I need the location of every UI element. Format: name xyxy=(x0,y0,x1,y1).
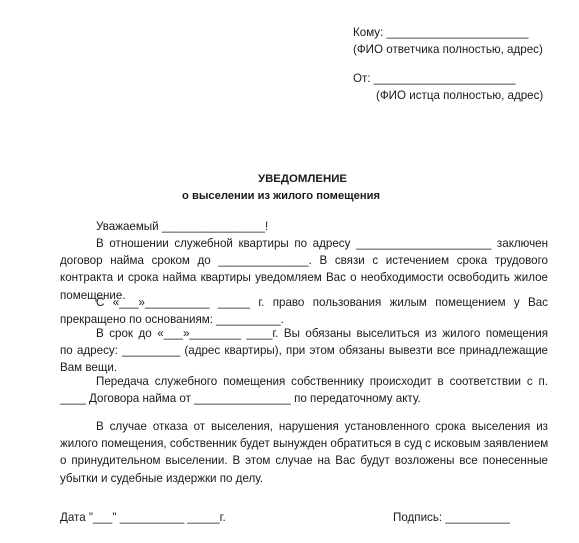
document-subtitle: о выселении из жилого помещения xyxy=(182,190,380,202)
text-line: Вам вещи. xyxy=(60,361,118,375)
text-line: ____ Договора найма от _______________ по передаточному акту. xyxy=(60,392,421,406)
salutation: Уважаемый ________________! xyxy=(96,220,269,233)
text-line: контракта и срока найма квартиры уведомляем Вас о необходимости освободить жилое xyxy=(60,271,548,285)
paragraph-termination xyxy=(60,294,548,328)
paragraph-eviction-deadline xyxy=(60,325,548,377)
text-line: убытки и судебные издержки по делу. xyxy=(60,471,264,485)
text-line: договор найма сроком до ______________. В связи с истечением срока трудового xyxy=(60,254,548,268)
text-line: В срок до «___»________ ____г. Вы обязаны выселиться из жилого помещения xyxy=(96,327,548,340)
text-line: жилого помещения, собственник будет вынужден обратиться в суд с исковым заявлением xyxy=(60,437,549,451)
text-line: по адресу: _________ (адрес квартиры), при этом обязаны вывезти все принадлежащие xyxy=(60,344,548,358)
text-line: прекращено по основаниям: __________. xyxy=(60,313,284,327)
to-caption: (ФИО ответчика полностью, адрес) xyxy=(353,43,543,56)
text-line: В случае отказа от выселения, нарушения установленного срока выселения из xyxy=(96,420,548,433)
text-line: В отношении служебной квартиры по адресу _____________________ заключен xyxy=(96,237,548,250)
text-line: Передача служебного помещения собственнику происходит в соответствии с п. xyxy=(96,375,548,388)
date-field: Дата "___" __________ _____г. xyxy=(60,511,226,524)
paragraph-refusal xyxy=(60,418,548,487)
signature-field: Подпись: __________ xyxy=(393,511,510,524)
from-line: От: ______________________ xyxy=(353,72,516,85)
text-line: помещение. xyxy=(60,288,126,302)
text-line: С «___»__________ _____ г. право пользования жилым помещением у Вас xyxy=(96,296,548,309)
to-line: Кому: ______________________ xyxy=(353,26,529,39)
document-title: УВЕДОМЛЕНИЕ xyxy=(258,173,347,185)
from-caption: (ФИО истца полностью, адрес) xyxy=(376,89,544,102)
paragraph-transfer xyxy=(60,373,548,407)
text-line: о принудительном выселении. В этом случае на Вас будут возложены все понесенные xyxy=(60,454,548,468)
